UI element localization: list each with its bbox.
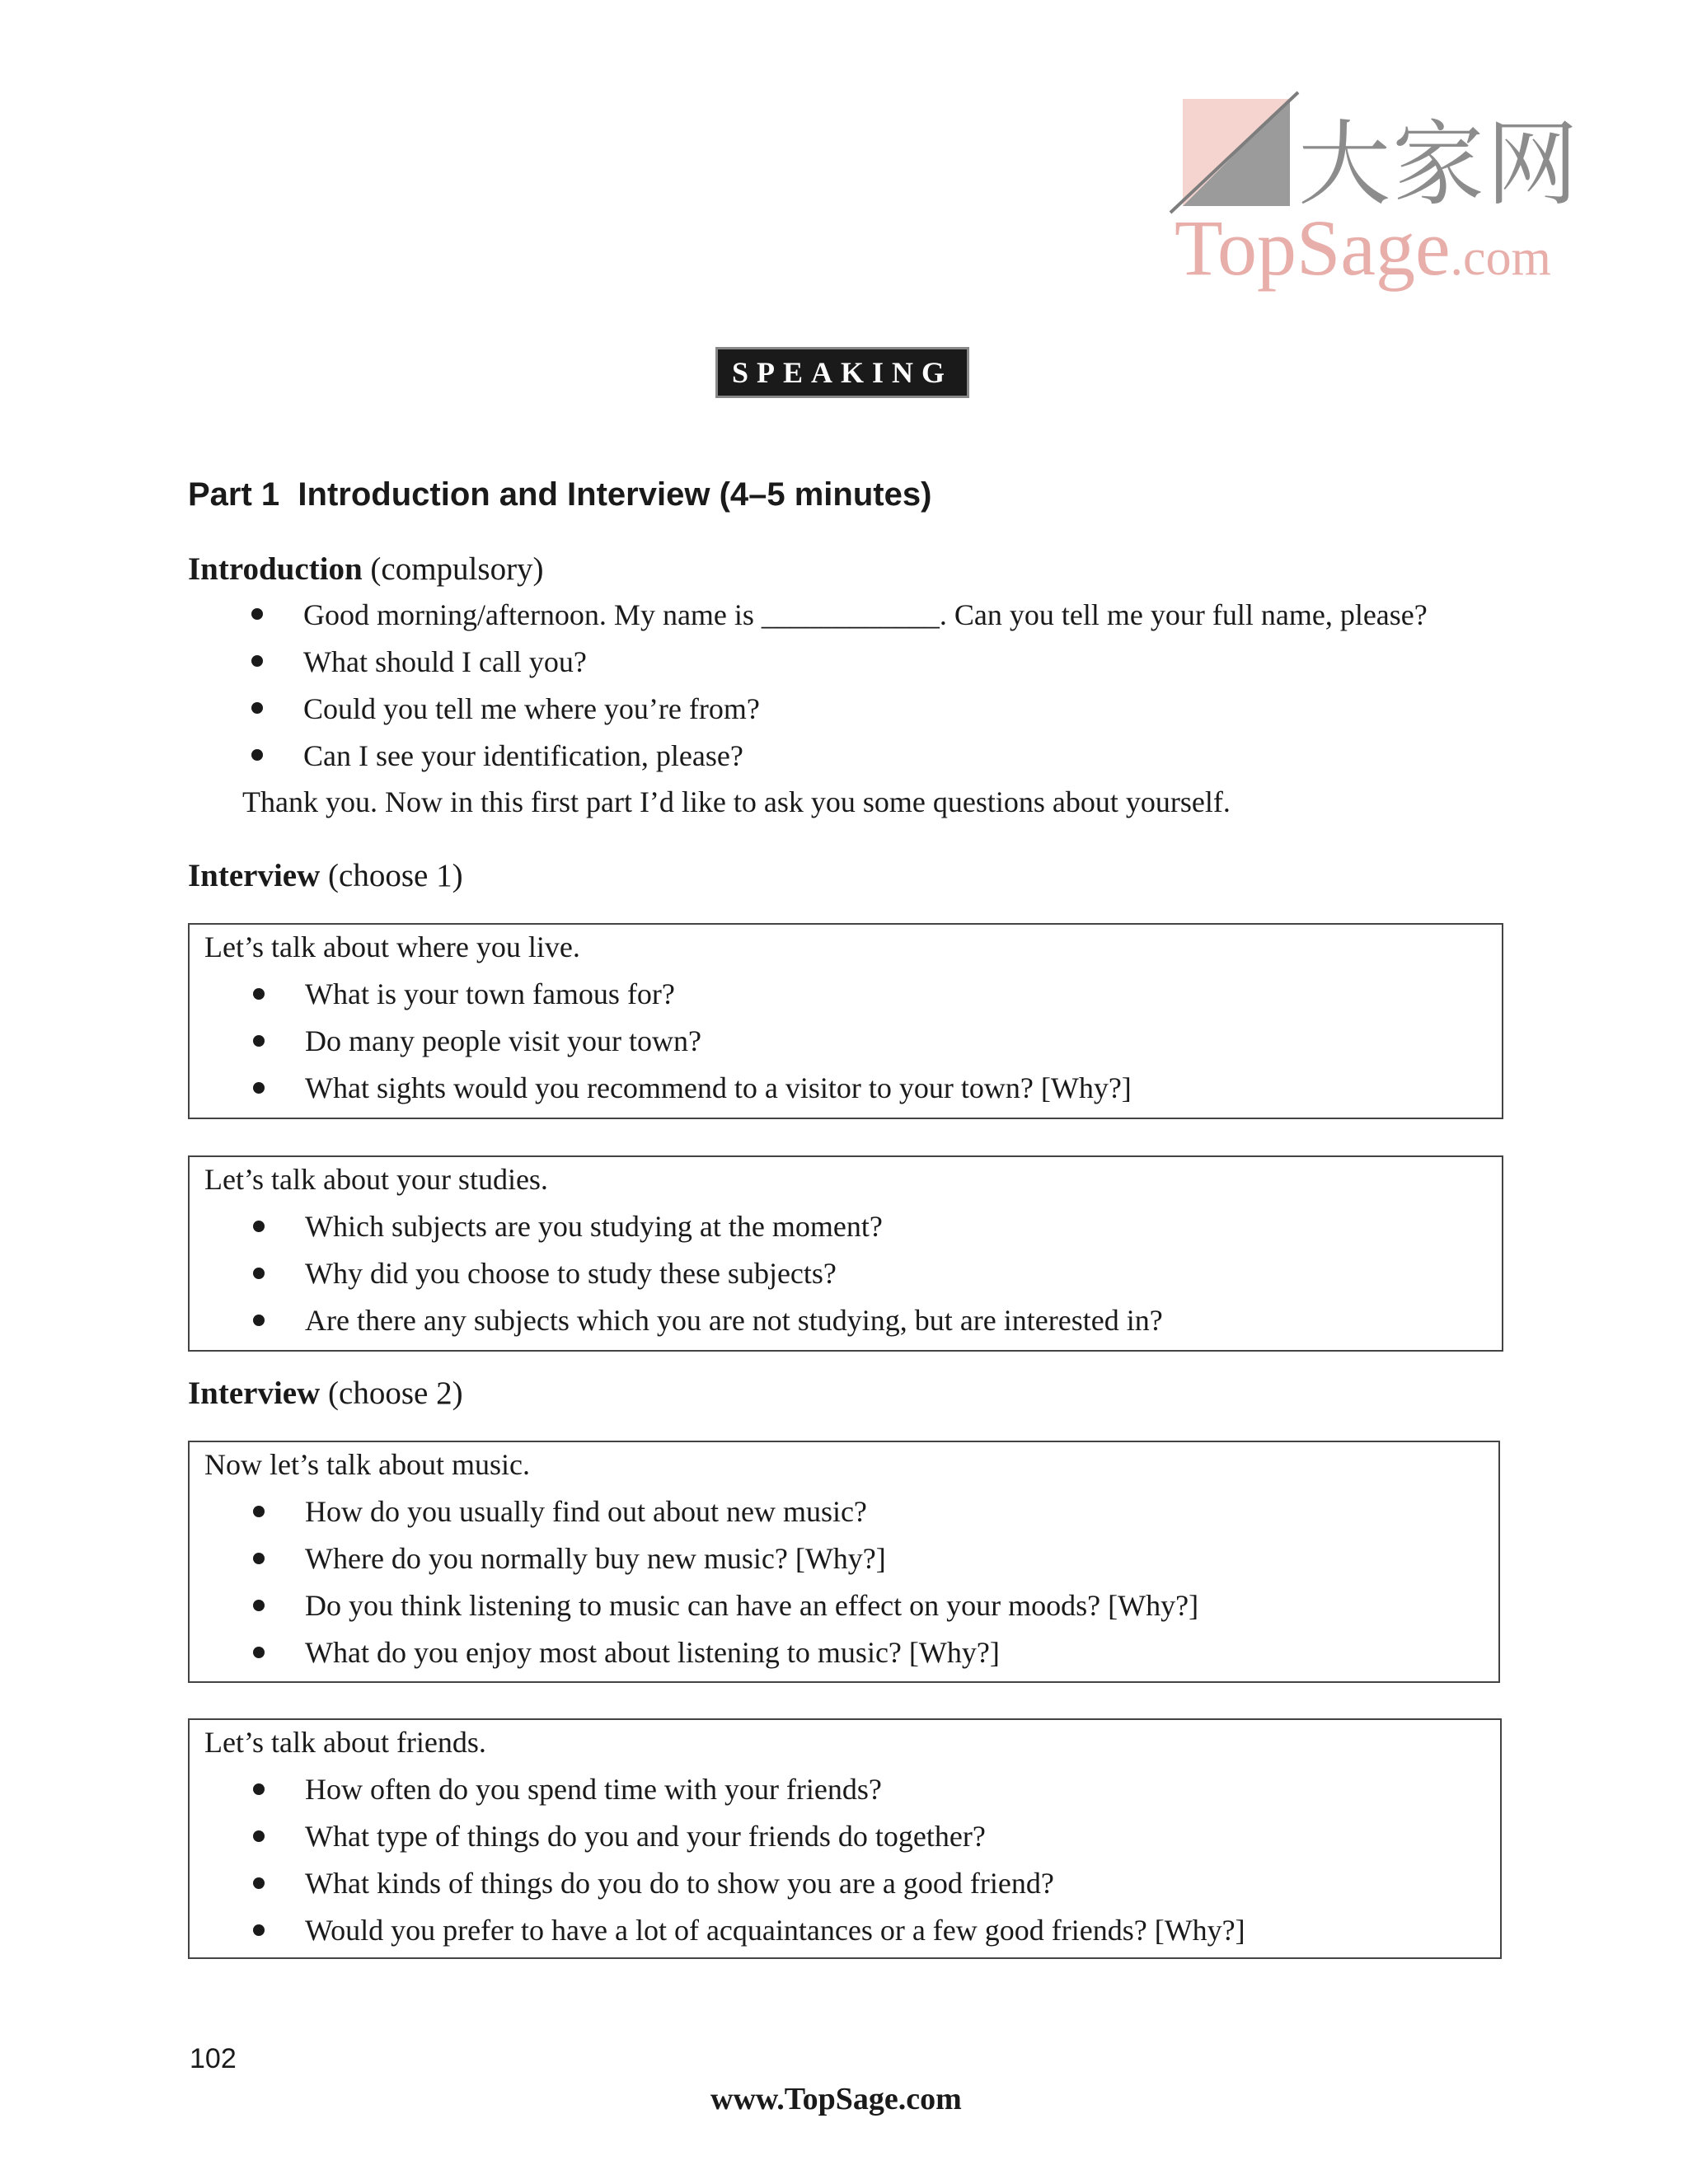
- question-item: How do you usually find out about new music?: [305, 1495, 867, 1528]
- question-item: How often do you spend time with your friends?: [305, 1773, 882, 1806]
- section-badge: SPEAKING: [715, 347, 969, 398]
- watermark-chinese-text: 大家网: [1298, 111, 1580, 218]
- bullet-icon: [251, 608, 263, 620]
- list-item: Can I see your identification, please?: [303, 739, 743, 772]
- question-item: Where do you normally buy new music? [Why?]: [305, 1542, 886, 1575]
- question-item: Do many people visit your town?: [305, 1024, 701, 1057]
- bullet-icon: [253, 1924, 265, 1936]
- topsage-logo-icon: [1166, 91, 1306, 214]
- interview-box-studies: [188, 1155, 1503, 1352]
- question-item: Do you think listening to music can have an effect on your moods? [Why?]: [305, 1589, 1199, 1622]
- question-item: Why did you choose to study these subjects?: [305, 1257, 837, 1290]
- bullet-icon: [253, 1268, 265, 1279]
- bullet-icon: [253, 1221, 265, 1232]
- question-item: Are there any subjects which you are not studying, but are interested in?: [305, 1304, 1163, 1337]
- bullet-icon: [253, 988, 265, 1000]
- interview-box-music: [188, 1441, 1500, 1683]
- part-title: Part 1 Introduction and Interview (4–5 minutes): [188, 476, 932, 513]
- question-item: What sights would you recommend to a visitor to your town? [Why?]: [305, 1071, 1132, 1104]
- list-item: What should I call you?: [303, 645, 587, 678]
- topsage-watermark-logo: [1166, 82, 1580, 313]
- introduction-heading: Introduction (compulsory): [188, 551, 544, 587]
- bullet-icon: [253, 1553, 265, 1564]
- introduction-closing: Thank you. Now in this first part I’d like to ask you some questions about yourself.: [242, 785, 1231, 818]
- interview-box-friends: [188, 1718, 1502, 1959]
- bullet-icon: [253, 1082, 265, 1094]
- question-item: What do you enjoy most about listening to music? [Why?]: [305, 1636, 1000, 1669]
- box-lead: Let’s talk about friends.: [204, 1726, 486, 1759]
- list-item: Good morning/afternoon. My name is ____________. Can you tell me your full name, please?: [303, 598, 1428, 631]
- question-item: What type of things do you and your friends do together?: [305, 1820, 986, 1853]
- bullet-icon: [253, 1830, 265, 1842]
- bullet-icon: [251, 655, 263, 667]
- bullet-icon: [251, 702, 263, 714]
- question-item: Would you prefer to have a lot of acquaintances or a few good friends? [Why?]: [305, 1914, 1245, 1947]
- page-number: 102: [190, 2043, 237, 2074]
- question-item: Which subjects are you studying at the moment?: [305, 1210, 883, 1243]
- bullet-icon: [253, 1506, 265, 1517]
- bullet-icon: [253, 1647, 265, 1658]
- watermark-brand: TopSage.com: [1175, 204, 1551, 292]
- bullet-icon: [253, 1783, 265, 1795]
- list-item: Could you tell me where you’re from?: [303, 692, 760, 725]
- bullet-icon: [251, 749, 263, 761]
- question-item: What is your town famous for?: [305, 977, 675, 1010]
- question-item: What kinds of things do you do to show you are a good friend?: [305, 1867, 1054, 1900]
- box-lead: Let’s talk about your studies.: [204, 1163, 548, 1196]
- box-lead: Now let’s talk about music.: [204, 1448, 530, 1481]
- bullet-icon: [253, 1315, 265, 1326]
- footer-url: www.TopSage.com: [710, 2082, 962, 2116]
- interview-box-where-you-live: [188, 923, 1503, 1119]
- bullet-icon: [253, 1877, 265, 1889]
- bullet-icon: [253, 1600, 265, 1611]
- box-lead: Let’s talk about where you live.: [204, 930, 580, 963]
- interview-heading-choose-2: Interview (choose 2): [188, 1376, 463, 1411]
- interview-heading-choose-1: Interview (choose 1): [188, 858, 463, 893]
- bullet-icon: [253, 1035, 265, 1047]
